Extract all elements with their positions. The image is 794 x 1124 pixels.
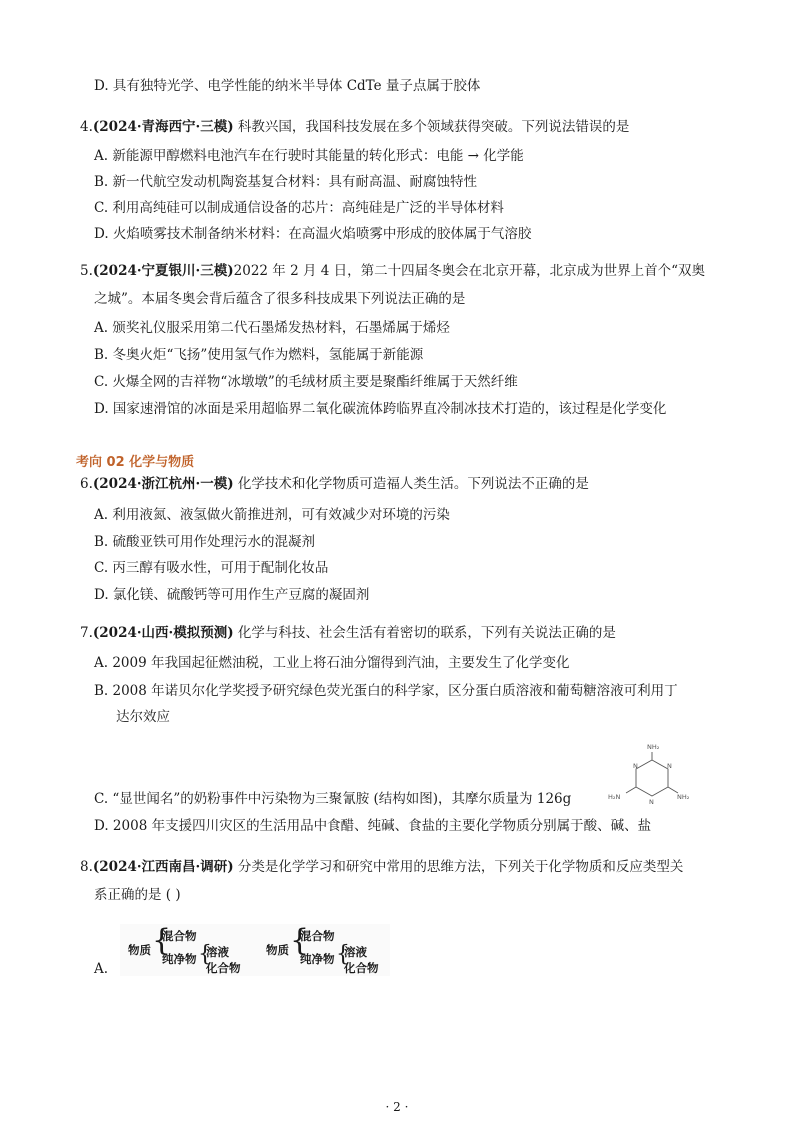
question-8-option-a-label: A. [94,961,109,977]
prev-question-option-d: D. 具有独特光学、电学性能的纳米半导体 CdTe 量子点属于胶体 [94,78,481,94]
question-6-option-c: C. 丙三醇有吸水性，可用于配制化妆品 [94,560,329,576]
question-number: 4. [80,119,93,135]
question-5-option-c: C. 火爆全网的吉祥物“冰墩墩”的毛绒材质主要是聚酯纤维属于天然纤维 [94,374,518,390]
melamine-structure [604,738,700,810]
question-number: 5. [80,263,93,279]
question-7-option-a: A. 2009 年我国起征燃油税，工业上将石油分馏得到汽油，主要发生了化学变化 [94,655,570,671]
diagram-brace: { [198,942,212,967]
question-5-stem-continued: 之城”。本届冬奥会背后蕴含了很多科技成果下列说法正确的是 [94,291,466,307]
question-4-stem [80,118,629,136]
diagram-brace: { [290,923,310,958]
question-5-option-b: B. 冬奥火炬“飞扬”使用氢气作为燃料，氢能属于新能源 [94,347,424,363]
question-4-option-c: C. 利用高纯硅可以制成通信设备的芯片：高纯硅是广泛的半导体材料 [94,200,504,216]
question-8-stem-continued: 系正确的是 ( ) [94,887,181,903]
diagram-brace: { [336,942,350,967]
diagram-brace: { [152,923,172,958]
question-source: (2024·山西·模拟预测) [92,625,234,641]
question-text: 化学技术和化学物质可造福人类生活。下列说法不正确的是 [233,476,589,492]
ring-n-label: N [633,762,638,770]
question-7-option-b: B. 2008 年诺贝尔化学奖授予研究绿色荧光蛋白的科学家，区分蛋白质溶液和葡萄糖溶液可利用丁 [94,683,678,699]
question-5-option-d: D. 国家速滑馆的冰面是采用超临界二氧化碳流体跨临界直冷制冰技术打造的，该过程是化学变化 [94,401,667,417]
question-text: 2022 年 2 月 4 日，第二十四届冬奥会在北京开幕，北京成为世界上首个“双奥 [233,263,706,279]
question-number: 6. [80,476,93,492]
question-6-stem [80,475,589,493]
amino-label: NH₂ [677,793,690,801]
amino-label: H₂N [608,793,621,801]
diagram-compound: 化合物 [206,961,241,975]
diagram-pure: 纯净物 [162,952,197,966]
question-source: (2024·宁夏银川·三模) [92,263,234,279]
section-title: 考向 02 化学与物质 [76,455,195,470]
question-source: (2024·江西南昌·调研) [92,859,234,875]
question-7-option-d: D. 2008 年支援四川灾区的生活用品中食醋、纯碱、食盐的主要化学物质分别属于酸、碱、盐 [94,818,652,834]
question-number: 8. [80,859,93,875]
diagram-root: 物质 [266,943,289,957]
question-number: 7. [80,625,93,641]
ring-n-label: N [649,798,654,806]
diagram-pure: 纯净物 [300,952,335,966]
question-6-option-a: A. 利用液氮、液氢做火箭推进剂，可有效减少对环境的污染 [94,507,450,523]
question-4-option-a: A. 新能源甲醇燃料电池汽车在行驶时其能量的转化形式：电能 → 化学能 [94,148,524,164]
question-text: 化学与科技、社会生活有着密切的联系，下列有关说法正确的是 [233,625,616,641]
diagram-mixture: 混合物 [300,929,335,943]
question-text: 分类是化学学习和研究中常用的思维方法，下列关于化学物质和反应类型关 [233,859,684,875]
question-6-option-d: D. 氯化镁、硫酸钙等可用作生产豆腐的凝固剂 [94,587,370,603]
diagram-compound: 化合物 [344,961,379,975]
classification-diagram [120,924,390,976]
question-4-option-d: D. 火焰喷雾技术制备纳米材料：在高温火焰喷雾中形成的胶体属于气溶胶 [94,226,532,242]
amino-label: NH₂ [647,743,660,751]
question-7-stem [80,624,616,642]
question-text: 科教兴国，我国科技发展在多个领域获得突破。下列说法错误的是 [233,119,630,135]
question-5-stem [80,262,705,280]
diagram-solution: 溶液 [344,945,367,959]
question-8-stem [80,858,683,876]
question-5-option-a: A. 颁奖礼仪服采用第二代石墨烯发热材料，石墨烯属于烯烃 [94,320,450,336]
page-number: · 2 · [385,1100,409,1114]
question-source: (2024·浙江杭州·一模) [92,476,234,492]
question-source: (2024·青海西宁·三模) [92,119,234,135]
diagram-mixture: 混合物 [162,929,197,943]
question-4-option-b: B. 新一代航空发动机陶瓷基复合材料：具有耐高温、耐腐蚀特性 [94,174,478,190]
diagram-solution: 溶液 [206,945,229,959]
question-6-option-b: B. 硫酸亚铁可用作处理污水的混凝剂 [94,534,316,550]
question-7-option-c: C. “显世闻名”的奶粉事件中污染物为三聚氰胺 (结构如图)，其摩尔质量为 126g [94,791,572,807]
ring-n-label: N [667,762,672,770]
question-7-option-b-continued: 达尔效应 [116,709,170,725]
diagram-root: 物质 [128,943,151,957]
